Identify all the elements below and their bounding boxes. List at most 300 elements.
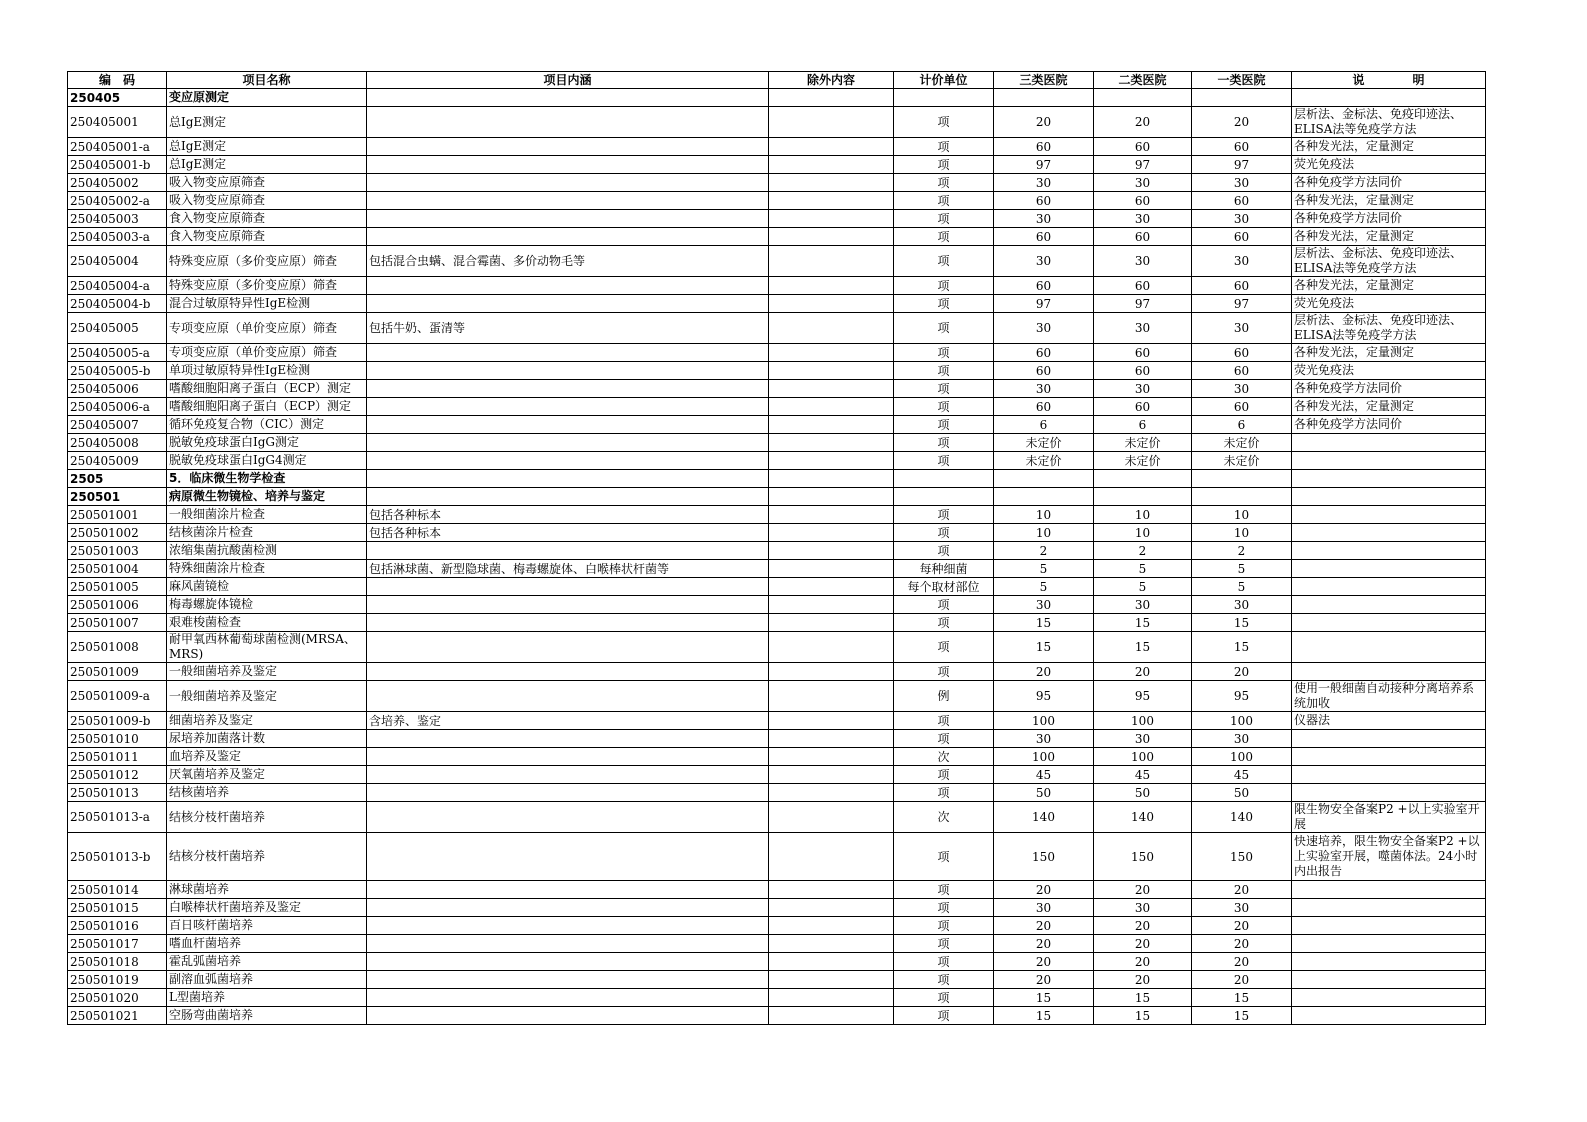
code-cell: 250405004-b <box>68 295 167 313</box>
content-cell <box>367 953 769 971</box>
content-cell <box>367 881 769 899</box>
code-cell: 250405006-a <box>68 398 167 416</box>
note-cell: 层析法、金标法、免疫印迹法、ELISA法等免疫学方法 <box>1292 246 1486 277</box>
class3-price-cell: 97 <box>994 295 1094 313</box>
unit-cell: 次 <box>894 802 994 833</box>
note-cell <box>1292 488 1486 506</box>
code-cell: 250501009-b <box>68 712 167 730</box>
unit-cell: 项 <box>894 881 994 899</box>
class3-price-cell: 30 <box>994 313 1094 344</box>
exclude-cell <box>769 398 894 416</box>
class1-price-cell <box>1192 470 1292 488</box>
unit-cell: 项 <box>894 452 994 470</box>
unit-cell: 每个取材部位 <box>894 578 994 596</box>
name-cell: 脱敏免疫球蛋白IgG测定 <box>167 434 367 452</box>
name-cell: 尿培养加菌落计数 <box>167 730 367 748</box>
class3-price-cell: 30 <box>994 730 1094 748</box>
content-cell <box>367 632 769 663</box>
name-cell: 一般细菌培养及鉴定 <box>167 663 367 681</box>
unit-cell: 项 <box>894 434 994 452</box>
name-cell: 脱敏免疫球蛋白IgG4测定 <box>167 452 367 470</box>
class2-price-cell: 5 <box>1094 560 1192 578</box>
note-cell <box>1292 632 1486 663</box>
table-row <box>68 989 1486 1007</box>
name-cell: 耐甲氧西林葡萄球菌检测(MRSA、MRS) <box>167 632 367 663</box>
class2-price-cell: 30 <box>1094 596 1192 614</box>
class2-price-cell: 95 <box>1094 681 1192 712</box>
code-cell: 250405004 <box>68 246 167 277</box>
class2-price-cell: 30 <box>1094 174 1192 192</box>
table-row <box>68 971 1486 989</box>
code-cell: 250405 <box>68 89 167 107</box>
content-cell <box>367 899 769 917</box>
class3-price-cell <box>994 89 1094 107</box>
class2-price-cell: 15 <box>1094 1007 1192 1025</box>
class1-price-cell: 20 <box>1192 935 1292 953</box>
code-cell: 250405002 <box>68 174 167 192</box>
name-cell: 厌氧菌培养及鉴定 <box>167 766 367 784</box>
unit-cell: 项 <box>894 156 994 174</box>
note-cell: 各种免疫学方法同价 <box>1292 174 1486 192</box>
name-cell: 嗜酸细胞阳离子蛋白（ECP）测定 <box>167 398 367 416</box>
code-cell: 250501015 <box>68 899 167 917</box>
unit-cell: 项 <box>894 107 994 138</box>
exclude-cell <box>769 174 894 192</box>
table-row <box>68 344 1486 362</box>
class3-price-cell: 20 <box>994 881 1094 899</box>
name-cell: 结核菌涂片检查 <box>167 524 367 542</box>
class2-price-cell: 10 <box>1094 524 1192 542</box>
content-cell: 包括牛奶、蛋清等 <box>367 313 769 344</box>
class3-price-cell: 60 <box>994 138 1094 156</box>
name-cell: 结核菌培养 <box>167 784 367 802</box>
note-cell: 各种免疫学方法同价 <box>1292 416 1486 434</box>
name-cell: 结核分枝杆菌培养 <box>167 833 367 881</box>
unit-cell: 项 <box>894 398 994 416</box>
table-row <box>68 917 1486 935</box>
code-cell: 250501010 <box>68 730 167 748</box>
class3-price-cell: 30 <box>994 380 1094 398</box>
table-row <box>68 416 1486 434</box>
name-cell: L型菌培养 <box>167 989 367 1007</box>
name-cell: 嗜酸细胞阳离子蛋白（ECP）测定 <box>167 380 367 398</box>
exclude-cell <box>769 107 894 138</box>
unit-cell: 项 <box>894 766 994 784</box>
note-cell: 各种发光法，定量测定 <box>1292 138 1486 156</box>
class1-price-cell: 5 <box>1192 560 1292 578</box>
class3-price-cell: 60 <box>994 277 1094 295</box>
content-cell <box>367 488 769 506</box>
table-row <box>68 228 1486 246</box>
table-row <box>68 380 1486 398</box>
class1-price-cell: 15 <box>1192 1007 1292 1025</box>
name-cell: 一般细菌培养及鉴定 <box>167 681 367 712</box>
note-cell: 各种免疫学方法同价 <box>1292 380 1486 398</box>
table-row <box>68 506 1486 524</box>
col-header-note: 说 明 <box>1292 72 1486 89</box>
class1-price-cell: 30 <box>1192 313 1292 344</box>
content-cell: 包括各种标本 <box>367 506 769 524</box>
code-cell: 250501009-a <box>68 681 167 712</box>
note-cell <box>1292 434 1486 452</box>
class3-price-cell: 50 <box>994 784 1094 802</box>
unit-cell: 项 <box>894 362 994 380</box>
class2-price-cell: 140 <box>1094 802 1192 833</box>
note-cell <box>1292 1007 1486 1025</box>
class3-price-cell: 60 <box>994 398 1094 416</box>
class2-price-cell: 20 <box>1094 971 1192 989</box>
code-cell: 250405005-b <box>68 362 167 380</box>
col-header-unit: 计价单位 <box>894 72 994 89</box>
name-cell: 副溶血弧菌培养 <box>167 971 367 989</box>
class1-price-cell: 20 <box>1192 971 1292 989</box>
class1-price-cell: 95 <box>1192 681 1292 712</box>
table-row <box>68 313 1486 344</box>
content-cell <box>367 344 769 362</box>
class2-price-cell: 未定价 <box>1094 434 1192 452</box>
class2-price-cell: 30 <box>1094 899 1192 917</box>
exclude-cell <box>769 681 894 712</box>
table-row <box>68 784 1486 802</box>
unit-cell: 例 <box>894 681 994 712</box>
unit-cell <box>894 488 994 506</box>
exclude-cell <box>769 277 894 295</box>
name-cell: 吸入物变应原筛查 <box>167 192 367 210</box>
table-row <box>68 578 1486 596</box>
content-cell <box>367 766 769 784</box>
name-cell: 总IgE测定 <box>167 138 367 156</box>
code-cell: 250405006 <box>68 380 167 398</box>
note-cell <box>1292 899 1486 917</box>
class2-price-cell: 20 <box>1094 107 1192 138</box>
note-cell: 荧光免疫法 <box>1292 156 1486 174</box>
content-cell: 包括混合虫螨、混合霉菌、多价动物毛等 <box>367 246 769 277</box>
class2-price-cell <box>1094 488 1192 506</box>
class1-price-cell: 97 <box>1192 156 1292 174</box>
class3-price-cell: 10 <box>994 506 1094 524</box>
note-cell <box>1292 971 1486 989</box>
class2-price-cell: 150 <box>1094 833 1192 881</box>
class3-price-cell: 30 <box>994 246 1094 277</box>
content-cell <box>367 380 769 398</box>
unit-cell: 项 <box>894 542 994 560</box>
exclude-cell <box>769 192 894 210</box>
class3-price-cell: 15 <box>994 1007 1094 1025</box>
content-cell <box>367 542 769 560</box>
content-cell: 含培养、鉴定 <box>367 712 769 730</box>
exclude-cell <box>769 89 894 107</box>
class1-price-cell: 30 <box>1192 246 1292 277</box>
col-header-class3: 三类医院 <box>994 72 1094 89</box>
exclude-cell <box>769 228 894 246</box>
name-cell: 总IgE测定 <box>167 156 367 174</box>
class1-price-cell: 60 <box>1192 228 1292 246</box>
class1-price-cell: 20 <box>1192 917 1292 935</box>
class3-price-cell: 20 <box>994 107 1094 138</box>
exclude-cell <box>769 881 894 899</box>
note-cell <box>1292 663 1486 681</box>
name-cell: 艰难梭菌检查 <box>167 614 367 632</box>
code-cell: 250405008 <box>68 434 167 452</box>
content-cell <box>367 138 769 156</box>
note-cell <box>1292 524 1486 542</box>
class1-price-cell: 30 <box>1192 899 1292 917</box>
class3-price-cell <box>994 488 1094 506</box>
class3-price-cell: 未定价 <box>994 452 1094 470</box>
table-row <box>68 138 1486 156</box>
code-cell: 250501008 <box>68 632 167 663</box>
class2-price-cell: 20 <box>1094 935 1192 953</box>
class1-price-cell: 15 <box>1192 614 1292 632</box>
unit-cell: 项 <box>894 971 994 989</box>
code-cell: 250501014 <box>68 881 167 899</box>
name-cell: 特殊细菌涂片检查 <box>167 560 367 578</box>
content-cell <box>367 174 769 192</box>
code-cell: 250405003-a <box>68 228 167 246</box>
class1-price-cell: 45 <box>1192 766 1292 784</box>
content-cell <box>367 730 769 748</box>
table-row <box>68 596 1486 614</box>
exclude-cell <box>769 1007 894 1025</box>
content-cell <box>367 833 769 881</box>
table-row <box>68 295 1486 313</box>
header-row <box>68 72 1486 89</box>
code-cell: 250501011 <box>68 748 167 766</box>
content-cell <box>367 681 769 712</box>
unit-cell: 项 <box>894 506 994 524</box>
unit-cell: 项 <box>894 917 994 935</box>
class2-price-cell: 60 <box>1094 362 1192 380</box>
table-row <box>68 935 1486 953</box>
class1-price-cell: 60 <box>1192 362 1292 380</box>
table-row <box>68 833 1486 881</box>
name-cell: 百日咳杆菌培养 <box>167 917 367 935</box>
name-cell: 循环免疫复合物（CIC）测定 <box>167 416 367 434</box>
note-cell <box>1292 614 1486 632</box>
class2-price-cell: 60 <box>1094 228 1192 246</box>
table-row <box>68 953 1486 971</box>
class2-price-cell: 6 <box>1094 416 1192 434</box>
table-row <box>68 712 1486 730</box>
class2-price-cell: 30 <box>1094 313 1192 344</box>
class3-price-cell: 20 <box>994 917 1094 935</box>
table-row <box>68 881 1486 899</box>
class3-price-cell: 2 <box>994 542 1094 560</box>
unit-cell <box>894 470 994 488</box>
code-cell: 250501018 <box>68 953 167 971</box>
class3-price-cell: 60 <box>994 344 1094 362</box>
content-cell <box>367 192 769 210</box>
note-cell: 仪器法 <box>1292 712 1486 730</box>
class2-price-cell: 30 <box>1094 210 1192 228</box>
exclude-cell <box>769 712 894 730</box>
class3-price-cell: 20 <box>994 663 1094 681</box>
class3-price-cell: 140 <box>994 802 1094 833</box>
note-cell <box>1292 596 1486 614</box>
class1-price-cell: 20 <box>1192 953 1292 971</box>
content-cell <box>367 295 769 313</box>
table-row <box>68 174 1486 192</box>
table-row <box>68 156 1486 174</box>
name-cell: 食入物变应原筛查 <box>167 228 367 246</box>
unit-cell: 项 <box>894 138 994 156</box>
class1-price-cell: 10 <box>1192 506 1292 524</box>
class2-price-cell: 30 <box>1094 730 1192 748</box>
note-cell: 各种发光法，定量测定 <box>1292 398 1486 416</box>
name-cell: 病原微生物镜检、培养与鉴定 <box>167 488 367 506</box>
exclude-cell <box>769 434 894 452</box>
class2-price-cell: 未定价 <box>1094 452 1192 470</box>
col-header-content: 项目内涵 <box>367 72 769 89</box>
class3-price-cell: 45 <box>994 766 1094 784</box>
content-cell <box>367 452 769 470</box>
note-cell: 层析法、金标法、免疫印迹法、ELISA法等免疫学方法 <box>1292 313 1486 344</box>
unit-cell: 项 <box>894 277 994 295</box>
class3-price-cell: 10 <box>994 524 1094 542</box>
table-row <box>68 107 1486 138</box>
col-header-name: 项目名称 <box>167 72 367 89</box>
class1-price-cell <box>1192 488 1292 506</box>
table-row <box>68 802 1486 833</box>
code-cell: 250501006 <box>68 596 167 614</box>
exclude-cell <box>769 380 894 398</box>
class2-price-cell: 20 <box>1094 881 1192 899</box>
unit-cell: 项 <box>894 989 994 1007</box>
class2-price-cell: 2 <box>1094 542 1192 560</box>
content-cell <box>367 210 769 228</box>
table-row <box>68 899 1486 917</box>
class1-price-cell: 60 <box>1192 192 1292 210</box>
note-cell: 荧光免疫法 <box>1292 295 1486 313</box>
content-cell <box>367 614 769 632</box>
name-cell: 一般细菌涂片检查 <box>167 506 367 524</box>
exclude-cell <box>769 989 894 1007</box>
exclude-cell <box>769 935 894 953</box>
class1-price-cell: 150 <box>1192 833 1292 881</box>
content-cell <box>367 434 769 452</box>
class2-price-cell: 60 <box>1094 277 1192 295</box>
class2-price-cell: 20 <box>1094 917 1192 935</box>
content-cell <box>367 989 769 1007</box>
class1-price-cell <box>1192 89 1292 107</box>
code-cell: 250501 <box>68 488 167 506</box>
exclude-cell <box>769 488 894 506</box>
code-cell: 250501002 <box>68 524 167 542</box>
exclude-cell <box>769 138 894 156</box>
table-row <box>68 614 1486 632</box>
name-cell: 浓缩集菌抗酸菌检测 <box>167 542 367 560</box>
col-header-exclude: 除外内容 <box>769 72 894 89</box>
class1-price-cell: 100 <box>1192 712 1292 730</box>
unit-cell: 项 <box>894 632 994 663</box>
class1-price-cell: 未定价 <box>1192 452 1292 470</box>
table-row <box>68 452 1486 470</box>
exclude-cell <box>769 210 894 228</box>
unit-cell: 项 <box>894 953 994 971</box>
unit-cell: 项 <box>894 344 994 362</box>
unit-cell: 项 <box>894 210 994 228</box>
note-cell: 使用一般细菌自动接种分离培养系统加收 <box>1292 681 1486 712</box>
note-cell <box>1292 542 1486 560</box>
exclude-cell <box>769 542 894 560</box>
class2-price-cell <box>1094 470 1192 488</box>
table-row <box>68 663 1486 681</box>
code-cell: 250501016 <box>68 917 167 935</box>
note-cell: 各种免疫学方法同价 <box>1292 210 1486 228</box>
unit-cell: 项 <box>894 1007 994 1025</box>
class1-price-cell: 20 <box>1192 881 1292 899</box>
note-cell: 各种发光法，定量测定 <box>1292 344 1486 362</box>
content-cell <box>367 362 769 380</box>
exclude-cell <box>769 971 894 989</box>
content-cell <box>367 277 769 295</box>
class1-price-cell: 20 <box>1192 663 1292 681</box>
unit-cell: 项 <box>894 380 994 398</box>
note-cell <box>1292 452 1486 470</box>
note-cell <box>1292 506 1486 524</box>
table-row <box>68 362 1486 380</box>
name-cell: 结核分枝杆菌培养 <box>167 802 367 833</box>
exclude-cell <box>769 614 894 632</box>
name-cell: 单项过敏原特异性IgE检测 <box>167 362 367 380</box>
class3-price-cell <box>994 470 1094 488</box>
unit-cell: 项 <box>894 899 994 917</box>
category-row <box>68 89 1486 107</box>
exclude-cell <box>769 748 894 766</box>
code-cell: 250405001-a <box>68 138 167 156</box>
code-cell: 250501013-a <box>68 802 167 833</box>
unit-cell: 项 <box>894 192 994 210</box>
unit-cell: 项 <box>894 784 994 802</box>
table-row <box>68 210 1486 228</box>
class3-price-cell: 100 <box>994 712 1094 730</box>
table-row <box>68 730 1486 748</box>
unit-cell <box>894 89 994 107</box>
content-cell <box>367 596 769 614</box>
note-cell <box>1292 766 1486 784</box>
note-cell <box>1292 784 1486 802</box>
content-cell <box>367 416 769 434</box>
class1-price-cell: 140 <box>1192 802 1292 833</box>
code-cell: 250405002-a <box>68 192 167 210</box>
code-cell: 250501012 <box>68 766 167 784</box>
class2-price-cell: 15 <box>1094 632 1192 663</box>
exclude-cell <box>769 953 894 971</box>
exclude-cell <box>769 899 894 917</box>
code-cell: 250405003 <box>68 210 167 228</box>
class2-price-cell: 20 <box>1094 663 1192 681</box>
unit-cell: 项 <box>894 614 994 632</box>
code-cell: 250405005 <box>68 313 167 344</box>
content-cell <box>367 663 769 681</box>
class1-price-cell: 未定价 <box>1192 434 1292 452</box>
class2-price-cell: 5 <box>1094 578 1192 596</box>
code-cell: 250405005-a <box>68 344 167 362</box>
unit-cell: 项 <box>894 295 994 313</box>
note-cell <box>1292 560 1486 578</box>
class1-price-cell: 5 <box>1192 578 1292 596</box>
table-row <box>68 434 1486 452</box>
name-cell: 特殊变应原（多价变应原）筛查 <box>167 246 367 277</box>
price-table <box>67 71 1486 1025</box>
table-row <box>68 246 1486 277</box>
class3-price-cell: 100 <box>994 748 1094 766</box>
code-cell: 250501005 <box>68 578 167 596</box>
content-cell <box>367 917 769 935</box>
class2-price-cell: 60 <box>1094 398 1192 416</box>
exclude-cell <box>769 344 894 362</box>
class3-price-cell: 60 <box>994 362 1094 380</box>
